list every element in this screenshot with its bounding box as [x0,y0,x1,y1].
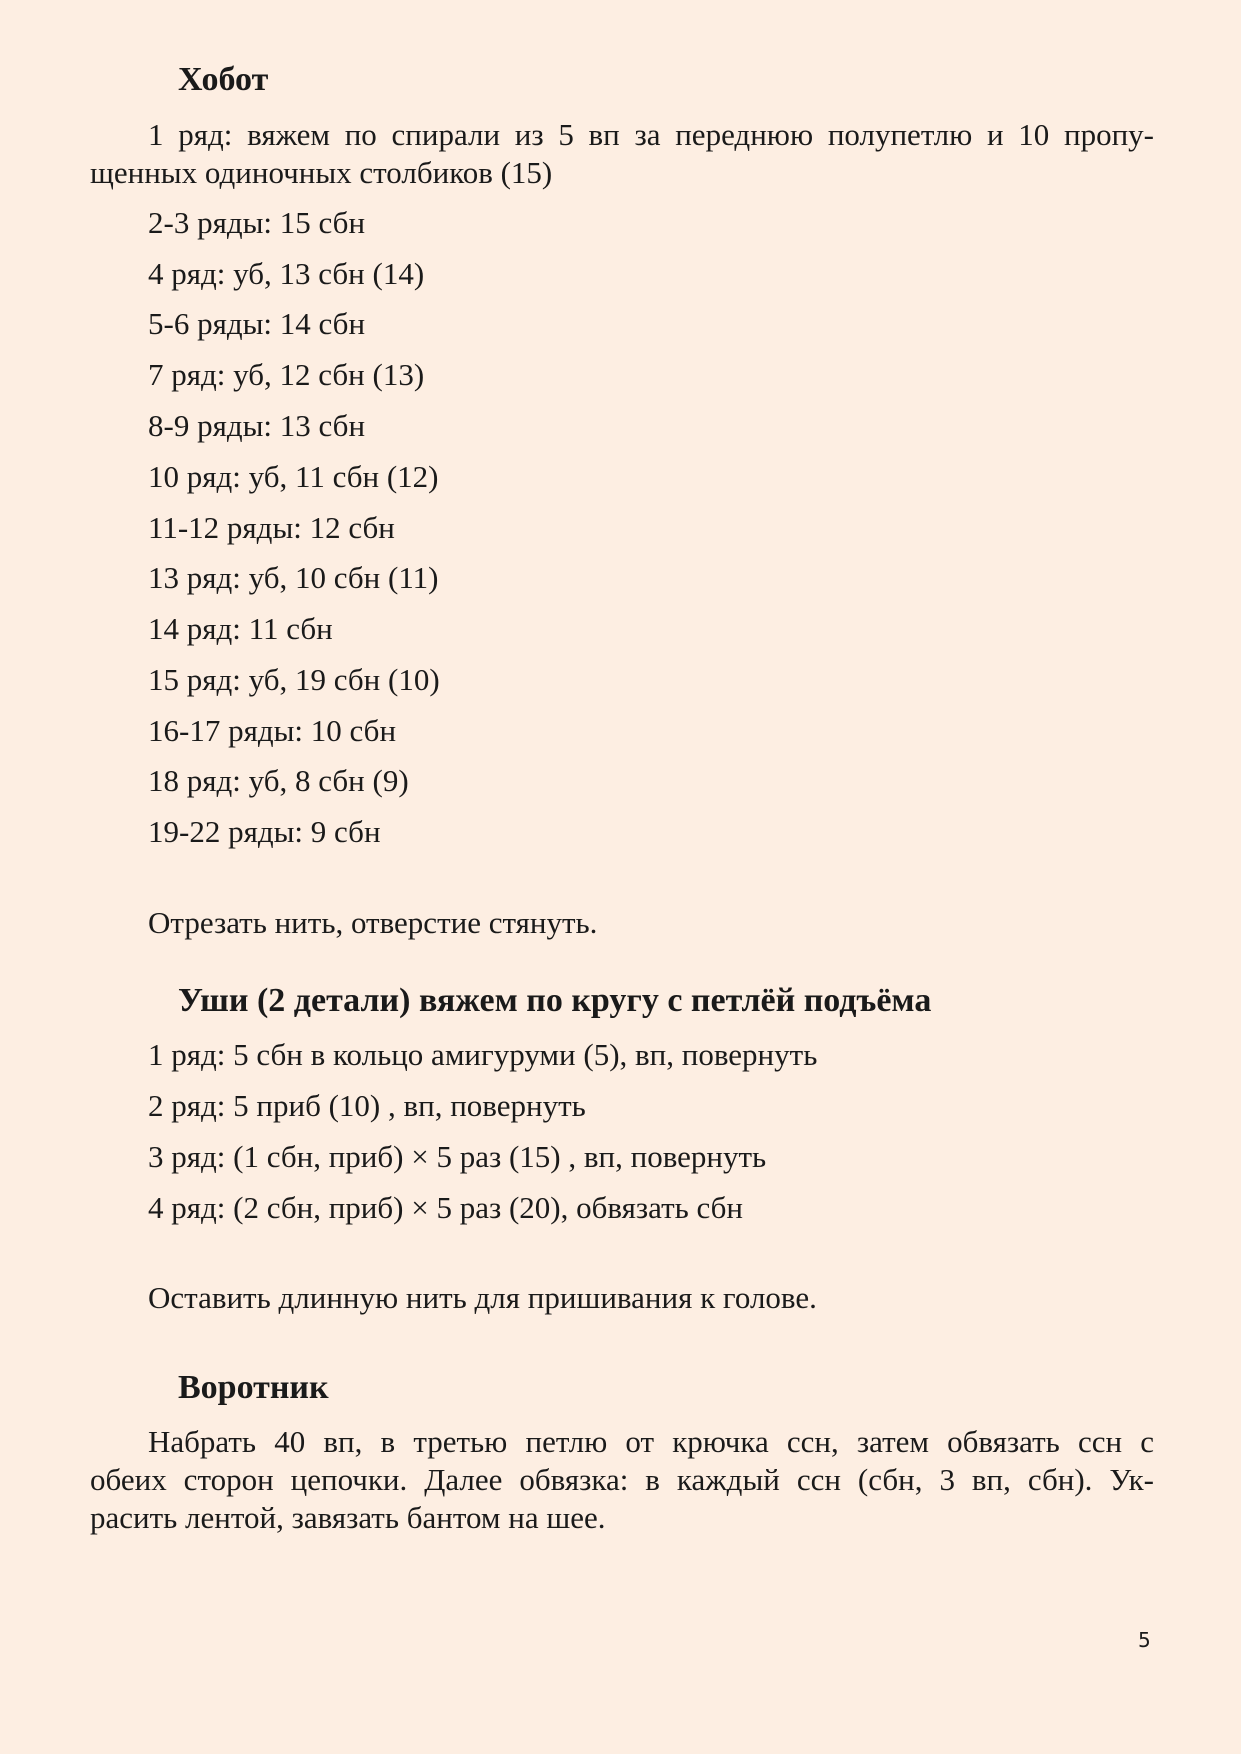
collar-line: обеих сторон цепочки. Далее обвязка: в каждый ссн (сбн, 3 вп, сбн). Ук- [90,1462,1154,1497]
collar-paragraph [90,1423,1154,1537]
ears-row: 3 ряд: (1 сбн, приб) × 5 раз (15) , вп, повернуть [148,1139,767,1174]
section-title-ears: Уши (2 детали) вяжем по кругу с петлёй подъёма [178,982,932,1019]
trunk-row: 19-22 ряды: 9 сбн [148,814,381,849]
trunk-row: 13 ряд: уб, 10 сбн (11) [148,560,439,595]
collar-line: Набрать 40 вп, в третью петлю от крючка ссн, затем обвязать ссн с [148,1424,1154,1459]
section-title-trunk: Хобот [178,61,269,98]
trunk-row: 7 ряд: уб, 12 сбн (13) [148,357,425,392]
trunk-row: 16-17 ряды: 10 сбн [148,713,397,748]
trunk-row: 11-12 ряды: 12 сбн [148,510,395,545]
trunk-row: 10 ряд: уб, 11 сбн (12) [148,459,439,494]
trunk-row: 2-3 ряды: 15 сбн [148,205,366,240]
ears-note: Оставить длинную нить для пришивания к голове. [148,1280,817,1315]
trunk-intro-paragraph [90,116,1154,192]
trunk-note: Отрезать нить, отверстие стянуть. [148,905,598,940]
page-number: 5 [1138,1628,1151,1652]
ears-row: 4 ряд: (2 сбн, приб) × 5 раз (20), обвязать сбн [148,1190,744,1225]
section-title-collar: Воротник [178,1369,329,1406]
trunk-row: 15 ряд: уб, 19 сбн (10) [148,662,440,697]
trunk-intro-line: щенных одиночных столбиков (15) [90,155,553,190]
collar-line: расить лентой, завязать бантом на шее. [90,1500,606,1535]
trunk-row: 18 ряд: уб, 8 сбн (9) [148,763,409,798]
trunk-row: 14 ряд: 11 сбн [148,611,333,646]
trunk-row: 4 ряд: уб, 13 сбн (14) [148,256,425,291]
ears-row: 2 ряд: 5 приб (10) , вп, повернуть [148,1088,586,1123]
trunk-row: 8-9 ряды: 13 сбн [148,408,366,443]
ears-row: 1 ряд: 5 сбн в кольцо амигуруми (5), вп, повернуть [148,1037,818,1072]
trunk-intro-line: 1 ряд: вяжем по спирали из 5 вп за переднюю полупетлю и 10 пропу- [148,117,1154,152]
trunk-row: 5-6 ряды: 14 сбн [148,306,366,341]
